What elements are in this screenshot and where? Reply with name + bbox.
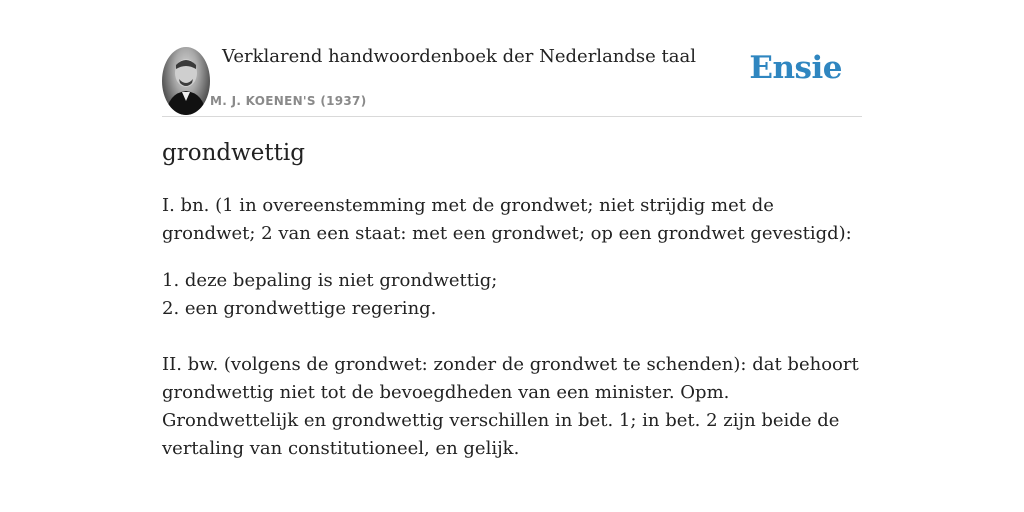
ensie-logo-link[interactable]: Ensie <box>749 50 842 86</box>
example-item: 1. deze bepaling is niet grondwettig; <box>162 270 498 291</box>
entry-headword: grondwettig <box>162 140 305 166</box>
entry-sense-2: II. bw. (volgens de grondwet: zonder de grondwet te schenden): dat behoort grondwettig niet tot de bevoegdheden van een minister. Opm. Grondwettelijk en grondwettig verschillen in bet. 1; in bet. 2 zijn beide de vertaling van constitutioneel, en gelijk. <box>162 354 859 459</box>
page <box>162 0 862 512</box>
author-byline: M. J. KOENEN'S (1937) <box>210 94 367 108</box>
author-portrait-icon <box>162 47 210 115</box>
example-item: 2. een grondwettige regering. <box>162 298 437 319</box>
entry-examples <box>162 267 862 323</box>
book-title: Verklarend handwoordenboek der Nederlandse taal <box>222 46 696 67</box>
page-header <box>162 0 862 117</box>
entry-sense-1: I. bn. (1 in overeenstemming met de grondwet; niet strijdig met de grondwet; 2 van een staat: met een grondwet; op een grondwet gevestigd): <box>162 195 852 244</box>
